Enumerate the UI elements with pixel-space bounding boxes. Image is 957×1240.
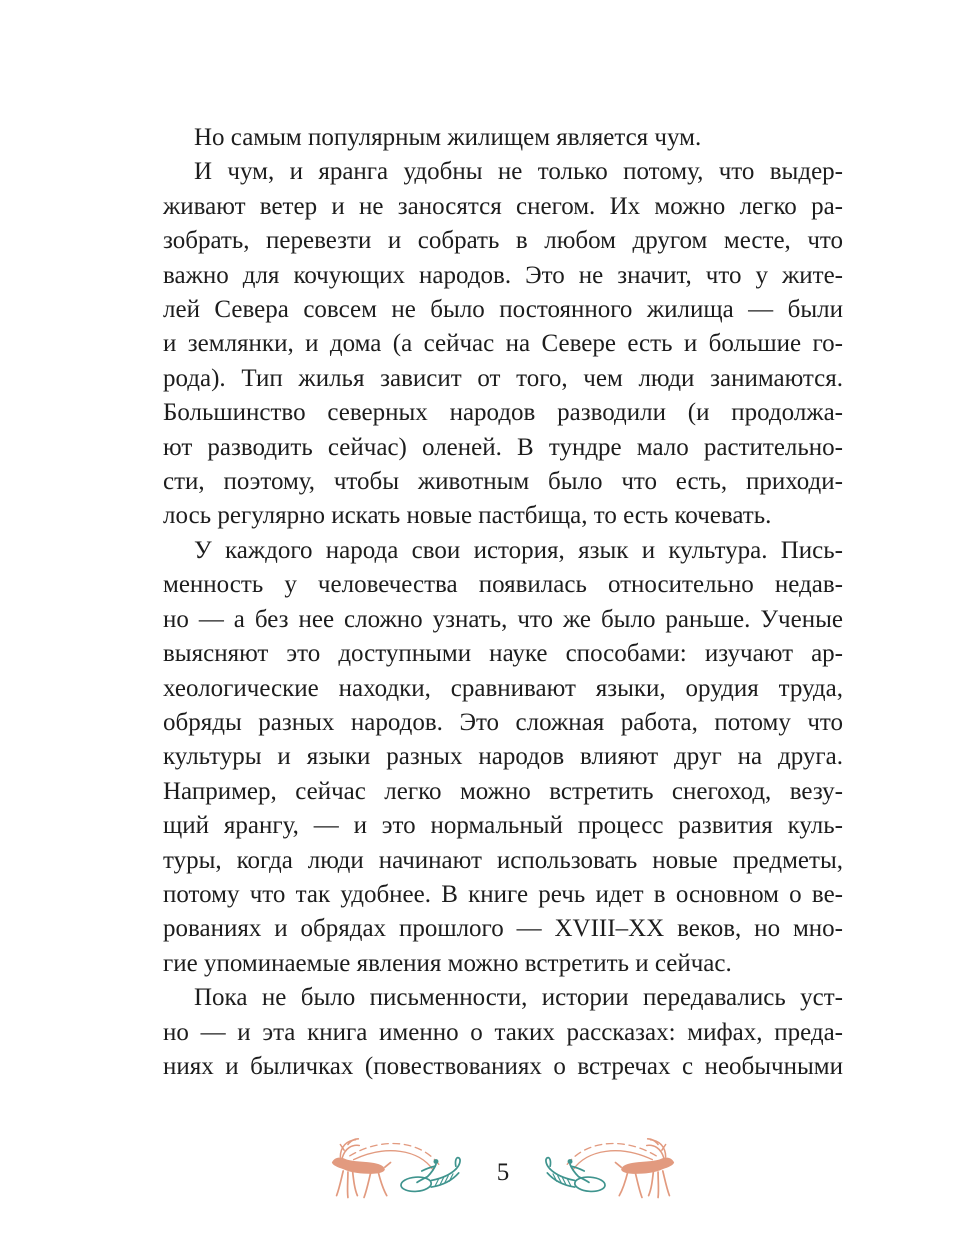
text-line: У каждого народа свои история, язык и культура. Пись- — [194, 536, 843, 564]
paragraph — [163, 121, 843, 155]
text-line: и землянки, и дома (а сейчас на Севере есть и большие го- — [163, 330, 843, 358]
text-line: лось регулярно искать новые пастбища, то есть кочевать. — [163, 502, 772, 530]
text-line: Например, сейчас легко можно встретить снегоход, везу- — [163, 777, 843, 805]
paragraph — [163, 981, 843, 1084]
text-line: важно для кочующих народов. Это не значит, что у жите- — [163, 261, 843, 289]
text-line: рода). Тип жилья зависит от того, чем люди занимаются. — [163, 364, 843, 392]
text-line: сти, поэтому, чтобы животным было что есть, приходи- — [163, 468, 843, 496]
text-line: выясняют это доступными науке способами: изучают ар- — [163, 640, 843, 668]
text-line: менность у человечества появилась относительно недав- — [163, 571, 843, 599]
text-line: рованиях и обрядах прошлого — XVIII–XX веков, но мно- — [163, 915, 843, 943]
text-line: ют разводить сейчас) оленей. В тундре мало растительно- — [163, 433, 843, 461]
text-block — [163, 121, 843, 1084]
paragraph — [163, 155, 843, 533]
text-line: культуры и языки разных народов влияют друг на друга. — [163, 743, 843, 771]
paragraph — [163, 534, 843, 981]
text-line: Но самым популярным жилищем является чум. — [194, 124, 702, 151]
page-number: 5 — [496, 1159, 510, 1186]
text-line: Пока не было письменности, истории передавались уст- — [194, 984, 843, 1012]
text-line: туры, когда люди начинают использовать новые предметы, — [163, 846, 843, 874]
page-footer — [163, 1134, 843, 1208]
text-line: лей Севера совсем не было постоянного жилища — были — [163, 296, 843, 324]
text-line: но — и эта книга именно о таких рассказах: мифах, преда- — [163, 1018, 843, 1046]
text-line: щий ярангу, — и это нормальный процесс развития куль- — [163, 812, 843, 840]
text-line: живают ветер и не заносятся снегом. Их можно легко ра- — [163, 192, 843, 220]
text-line: но — а без нее сложно узнать, что же было раньше. Ученые — [163, 605, 843, 633]
text-line: И чум, и яранга удобны не только потому, что выдер- — [194, 158, 843, 186]
text-line: зобрать, перевезти и собрать в любом другом месте, что — [163, 227, 843, 255]
text-line: хеологические находки, сравнивают языки, орудия труда, — [163, 674, 843, 702]
reindeer-sled-ornament-left-icon — [329, 1136, 471, 1206]
reindeer-sled-ornament-right-icon — [535, 1136, 677, 1206]
text-line: потому что так удобнее. В книге речь идет в основном о ве- — [163, 880, 843, 908]
text-line: гие упоминаемые явления можно встретить и сейчас. — [163, 949, 732, 977]
text-line: ниях и быличках (повествованиях о встречах с необычными — [163, 1052, 843, 1080]
text-line: Большинство северных народов разводили (и продолжа- — [163, 399, 843, 427]
text-line: обряды разных народов. Это сложная работа, потому что — [163, 708, 843, 736]
